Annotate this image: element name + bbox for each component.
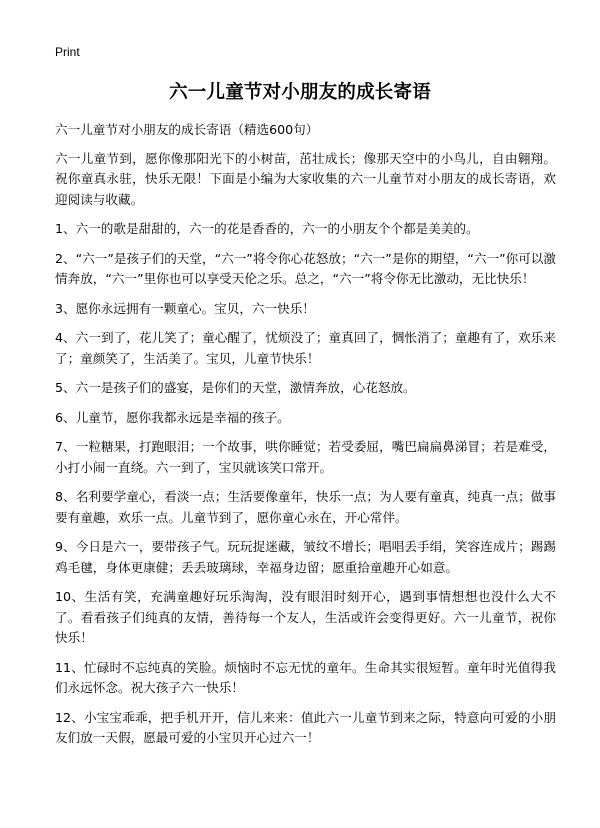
list-item: 1、六一的歌是甜甜的，六一的花是香香的，六一的小朋友个个都是美美的。 [55, 221, 479, 236]
intro-paragraph: 六一儿童节到，愿你像那阳光下的小树苗，茁壮成长；像那天空中的小鸟儿，自由翱翔。祝你童真永驻，快乐无限！下面是小编为大家收集的六一儿童节对小朋友的成长寄语，欢迎阅读与收藏。 [55, 150, 556, 207]
list-item: 4、六一到了，花儿笑了；童心醒了，忧烦没了；童真回了，惆怅消了；童趣有了，欢乐来了；童颜笑了，生活美了。宝贝，儿童节快乐！ [55, 330, 556, 366]
list-item: 10、生活有笑，充满童趣好玩乐淘淘，没有眼泪时刻开心，遇到事情想想也没什么大不了。看看孩子们纯真的友情，善待每一个友人，生活或许会变得更好。六一儿童节，祝你快乐！ [55, 589, 556, 645]
print-link[interactable]: Print [55, 45, 80, 59]
list-item: 9、今日是六一，要带孩子气。玩玩捉迷藏，皱纹不增长；唱唱丢手绢，笑容连成片；踢踢鸡毛毽，身体更康健；丢丢玻璃球，幸福身边留；愿重拾童趣开心如意。 [55, 539, 556, 575]
article-body [55, 120, 556, 758]
list-item: 2、“六一”是孩子们的天堂，“六一”将令你心花怒放；“六一”是你的期望，“六一”你可以激情奔放，“六一”里你也可以享受天伦之乐。总之，“六一”将令你无比激动，无比快乐！ [55, 250, 556, 286]
list-item: 7、一粒糖果，打跑眼泪；一个故事，哄你睡觉；若受委屈，嘴巴扁扁鼻涕冒；若是难受，小打小闹一直绕。六一到了，宝贝就该笑口常开。 [55, 439, 556, 475]
list-item: 3、愿你永远拥有一颗童心。宝贝，六一快乐！ [55, 300, 315, 316]
list-item: 5、六一是孩子们的盛宴，是你们的天堂，激情奔放，心花怒放。 [55, 380, 416, 395]
list-item: 8、名利要学童心，看淡一点；生活要像童年，快乐一点；为人要有童真，纯真一点；做事要有童趣，欢乐一点。儿童节到了，愿你童心永在，开心常伴。 [55, 489, 556, 525]
list-item: 6、儿童节，愿你我都永远是幸福的孩子。 [55, 409, 290, 425]
article-subtitle: 六一儿童节对小朋友的成长寄语（精选600句） [55, 122, 319, 137]
list-item: 12、小宝宝乖乖，把手机开开，信儿来来：值此六一儿童节到来之际，特意向可爱的小朋友们放一天假，愿最可爱的小宝贝开心过六一！ [55, 709, 556, 745]
page-title: 六一儿童节对小朋友的成长寄语 [169, 82, 431, 103]
list-item: 11、忙碌时不忘纯真的笑脸。烦恼时不忘无忧的童年。生命其实很短暂。童年时光值得我们永远怀念。祝大孩子六一快乐！ [55, 659, 556, 695]
